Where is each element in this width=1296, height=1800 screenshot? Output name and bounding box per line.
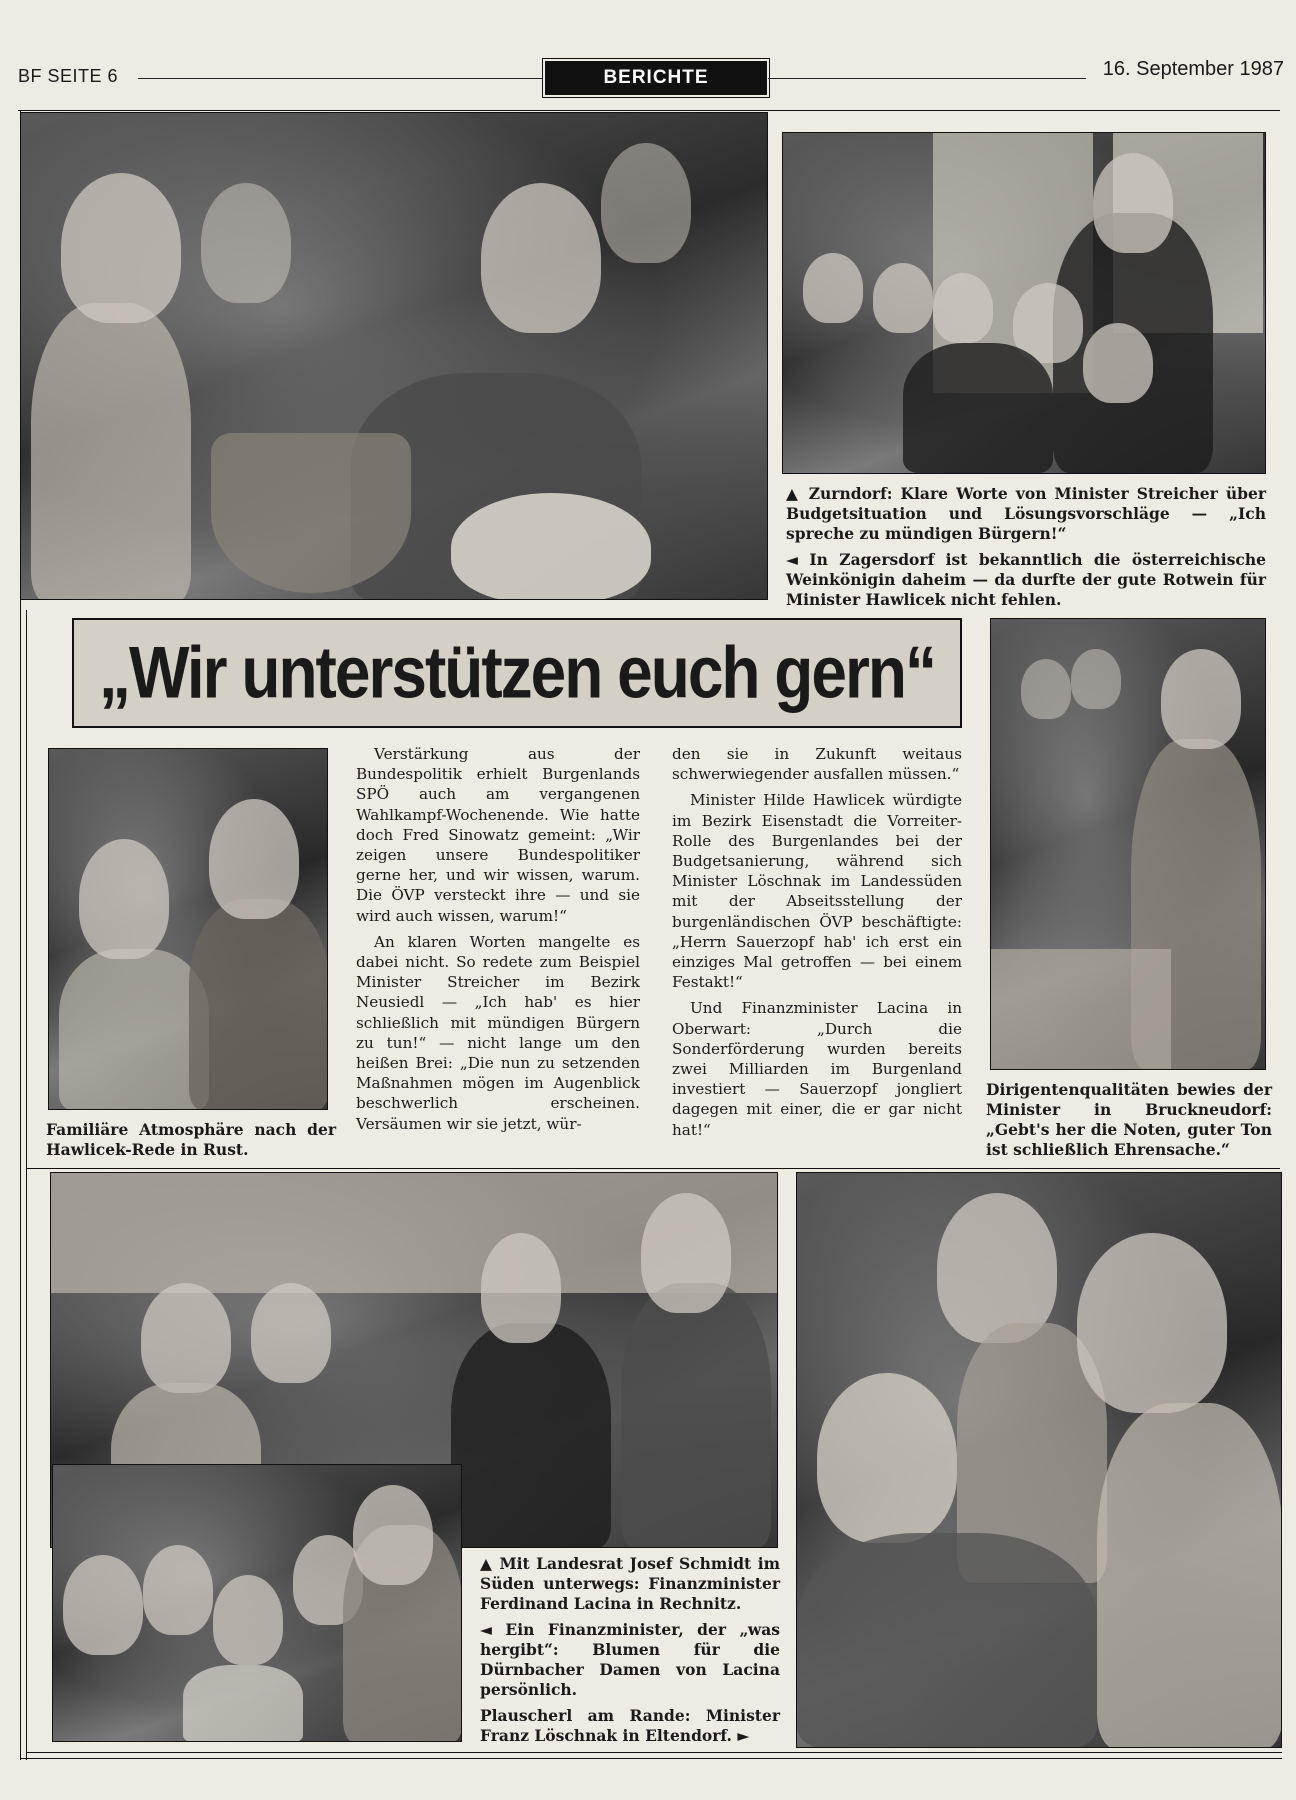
article-paragraph: An klaren Worten mangelte es dabei nicht. So redete zum Beispiel Minister Streicher im Bezirk Neusiedl — „Ich hab' es hier schließlich mit mündigen Bürgern zu tun!“ — nicht lange um den heißen Brei: „Die nun zu setzenden Maßnahmen mögen im Augenblick beschwerlich erscheinen. Versäumen wir sie jetzt, wür- [356, 932, 640, 1133]
separator-middle [26, 1168, 1280, 1169]
frame-top [18, 110, 1280, 111]
photo-zurndorf [782, 132, 1266, 474]
article-column-2 [672, 744, 962, 1146]
caption-zagersdorf: ◄ In Zagersdorf ist bekanntlich die österreichische Weinkönigin daheim — da durfte der gute Rotwein für Minister Hawlicek nicht fehlen. [786, 550, 1266, 609]
frame-bottom-inner [26, 1752, 1282, 1753]
frame-left-inner [26, 610, 27, 1760]
photo-rust [48, 748, 328, 1110]
article-column-1 [356, 744, 640, 1140]
header-rule-right [768, 78, 1086, 79]
issue-date: 16. September 1987 [1102, 58, 1284, 80]
article-paragraph: Verstärkung aus der Bundespolitik erhielt Burgenlands SPÖ auch am vergangenen Wahlkampf-Wochenende. Wie hatte doch Fred Sinowatz gemeint: „Wir zeigen unsere Bundespolitiker gerne her, und wir wissen, warum. Die ÖVP versteckt ihre — und sie wird auch wissen, warum!“ [356, 745, 640, 925]
caption-bruckneudorf-text: Dirigentenqualitäten bewies der Minister in Bruckneudorf: „Gebt's her die Noten, guter Ton ist schließlich Ehrensache.“ [986, 1080, 1272, 1159]
section-label: BERICHTE [545, 61, 767, 95]
page-label: BF SEITE 6 [18, 66, 119, 86]
photo-bruckneudorf [990, 618, 1266, 1070]
headline-box [72, 618, 962, 728]
caption-zurndorf: ▲ Zurndorf: Klare Worte von Minister Streicher über Budgetsituation und Lösungsvorschläge — „Ich spreche zu mündigen Bürgern!“ [786, 484, 1266, 543]
caption-block-bottom [480, 1554, 780, 1752]
photo-duernbach [52, 1464, 462, 1742]
caption-rechnitz: ▲ Mit Landesrat Josef Schmidt im Süden unterwegs: Finanzminister Ferdinand Lacina in Rechnitz. [480, 1554, 780, 1613]
frame-bottom [20, 1758, 1282, 1759]
photo-eltendorf [796, 1172, 1282, 1748]
photo-zagersdorf [20, 112, 768, 600]
article-paragraph: Und Finanzminister Lacina in Oberwart: „Durch die Sonderförderung wurden bereits zwei Milliarden im Burgenland investiert — Sauerzopf jongliert dagegen mit einer, die er gar nicht hat!“ [672, 999, 962, 1139]
article-paragraph: den sie in Zukunft weitaus schwerwiegender ausfallen müssen.“ [672, 745, 962, 784]
headline: „Wir unterstützen euch gern“ [99, 630, 935, 714]
caption-rust-text: Familiäre Atmosphäre nach der Hawlicek-Rede in Rust. [46, 1120, 336, 1159]
caption-eltendorf: Plauscherl am Rande: Minister Franz Löschnak in Eltendorf. ► [480, 1706, 780, 1745]
caption-duernbach: ◄ Ein Finanzminister, der „was hergibt“: Blumen für die Dürnbacher Damen von Lacina persönlich. [480, 1620, 780, 1699]
caption-rust [46, 1120, 336, 1166]
header-rule-left [138, 78, 543, 79]
caption-bruckneudorf [986, 1080, 1272, 1166]
article-paragraph: Minister Hilde Hawlicek würdigte im Bezirk Eisenstadt die Vorreiter-Rolle des Burgenlandes bei der Budgetsanierung, während sich Minister Löschnak im Landessüden mit der Abseitsstellung der burgenländischen ÖVP beschäftigte: „Herrn Sauerzopf hab' ich erst ein einziges Mal getroffen — bei einem Festakt!“ [672, 791, 962, 992]
caption-block-top-right [786, 484, 1266, 616]
